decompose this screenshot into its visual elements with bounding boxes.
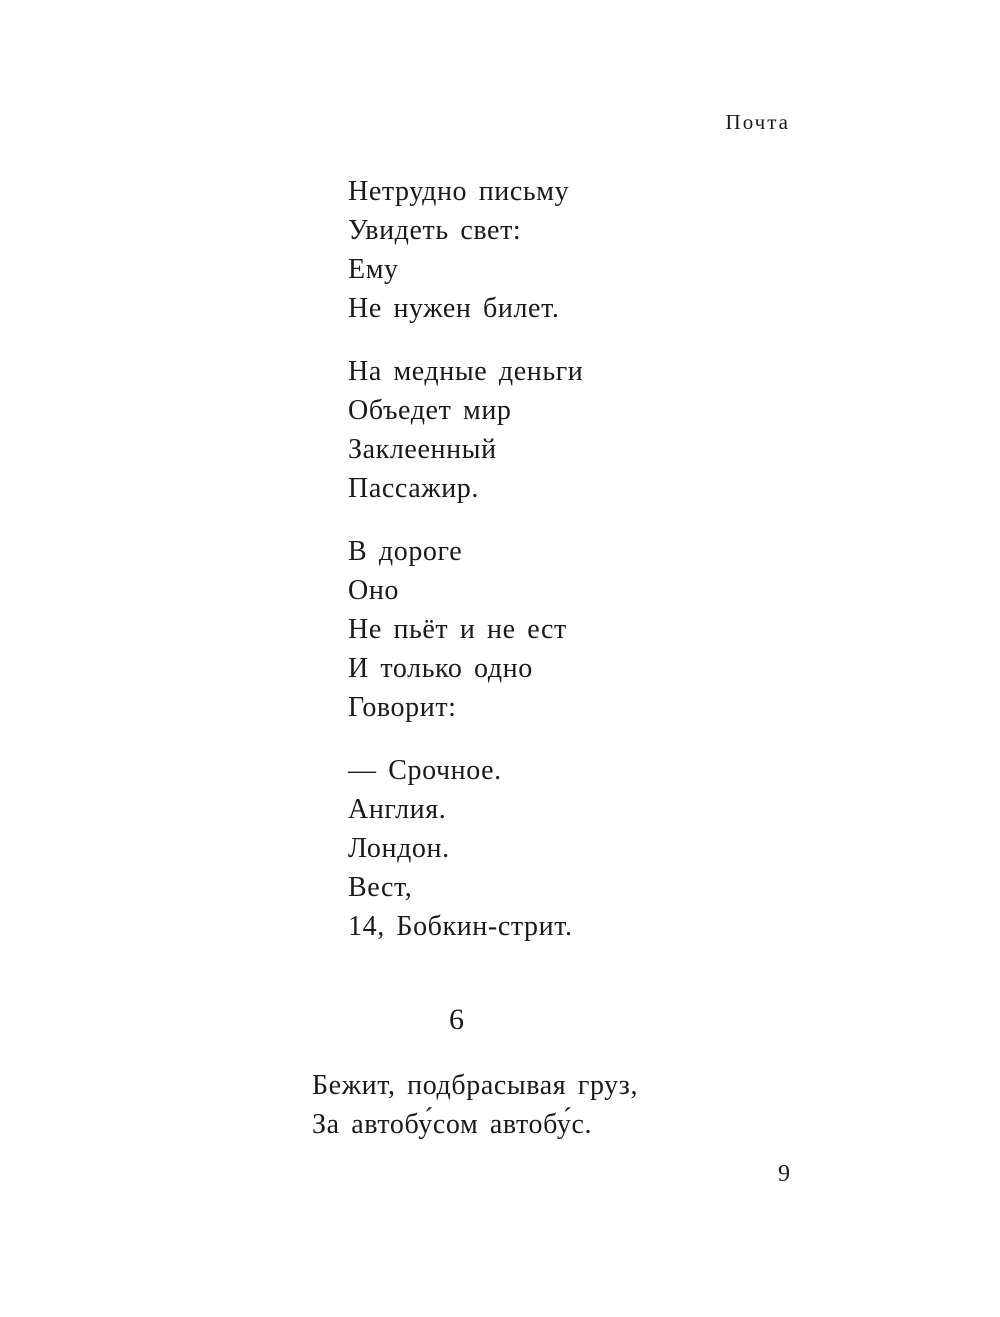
poem-line: Вест, <box>348 872 413 903</box>
running-head-title: Почта <box>725 110 790 134</box>
poem-line: 14, Бобкин-стрит. <box>348 911 573 942</box>
poem-line: Говорит: <box>348 692 457 723</box>
section-number: 6 <box>449 1003 464 1036</box>
poem-line: Не пьёт и не ест <box>348 614 567 645</box>
poem-line: Пассажир. <box>348 473 480 504</box>
poem-line: И только одно <box>348 653 533 684</box>
poem-line: В дороге <box>348 536 463 567</box>
poem-line: Лондон. <box>348 833 450 864</box>
poem-line: Бежит, подбрасывая груз, <box>312 1070 639 1101</box>
stanza-2 <box>348 352 583 508</box>
poem-line: За автобу́сом автобу́с. <box>312 1109 593 1140</box>
poem-line: Увидеть свет: <box>348 215 522 246</box>
poem-line: — Срочное. <box>348 755 502 786</box>
poem-line: Объедет мир <box>348 395 512 426</box>
stanza-4 <box>348 751 583 946</box>
poem-line: Оно <box>348 575 400 606</box>
poem-line: Англия. <box>348 794 447 825</box>
poem-line: Ему <box>348 254 399 285</box>
poem-body <box>348 172 583 946</box>
page-number: 9 <box>778 1161 790 1187</box>
poem-line: Нетрудно письму <box>348 176 570 207</box>
section-stanza <box>312 1066 638 1144</box>
poem-line: На медные деньги <box>348 356 584 387</box>
stanza-3 <box>348 532 583 727</box>
stanza-1 <box>348 172 583 328</box>
poem-line: Заклеенный <box>348 434 497 465</box>
poem-line: Не нужен билет. <box>348 293 560 324</box>
